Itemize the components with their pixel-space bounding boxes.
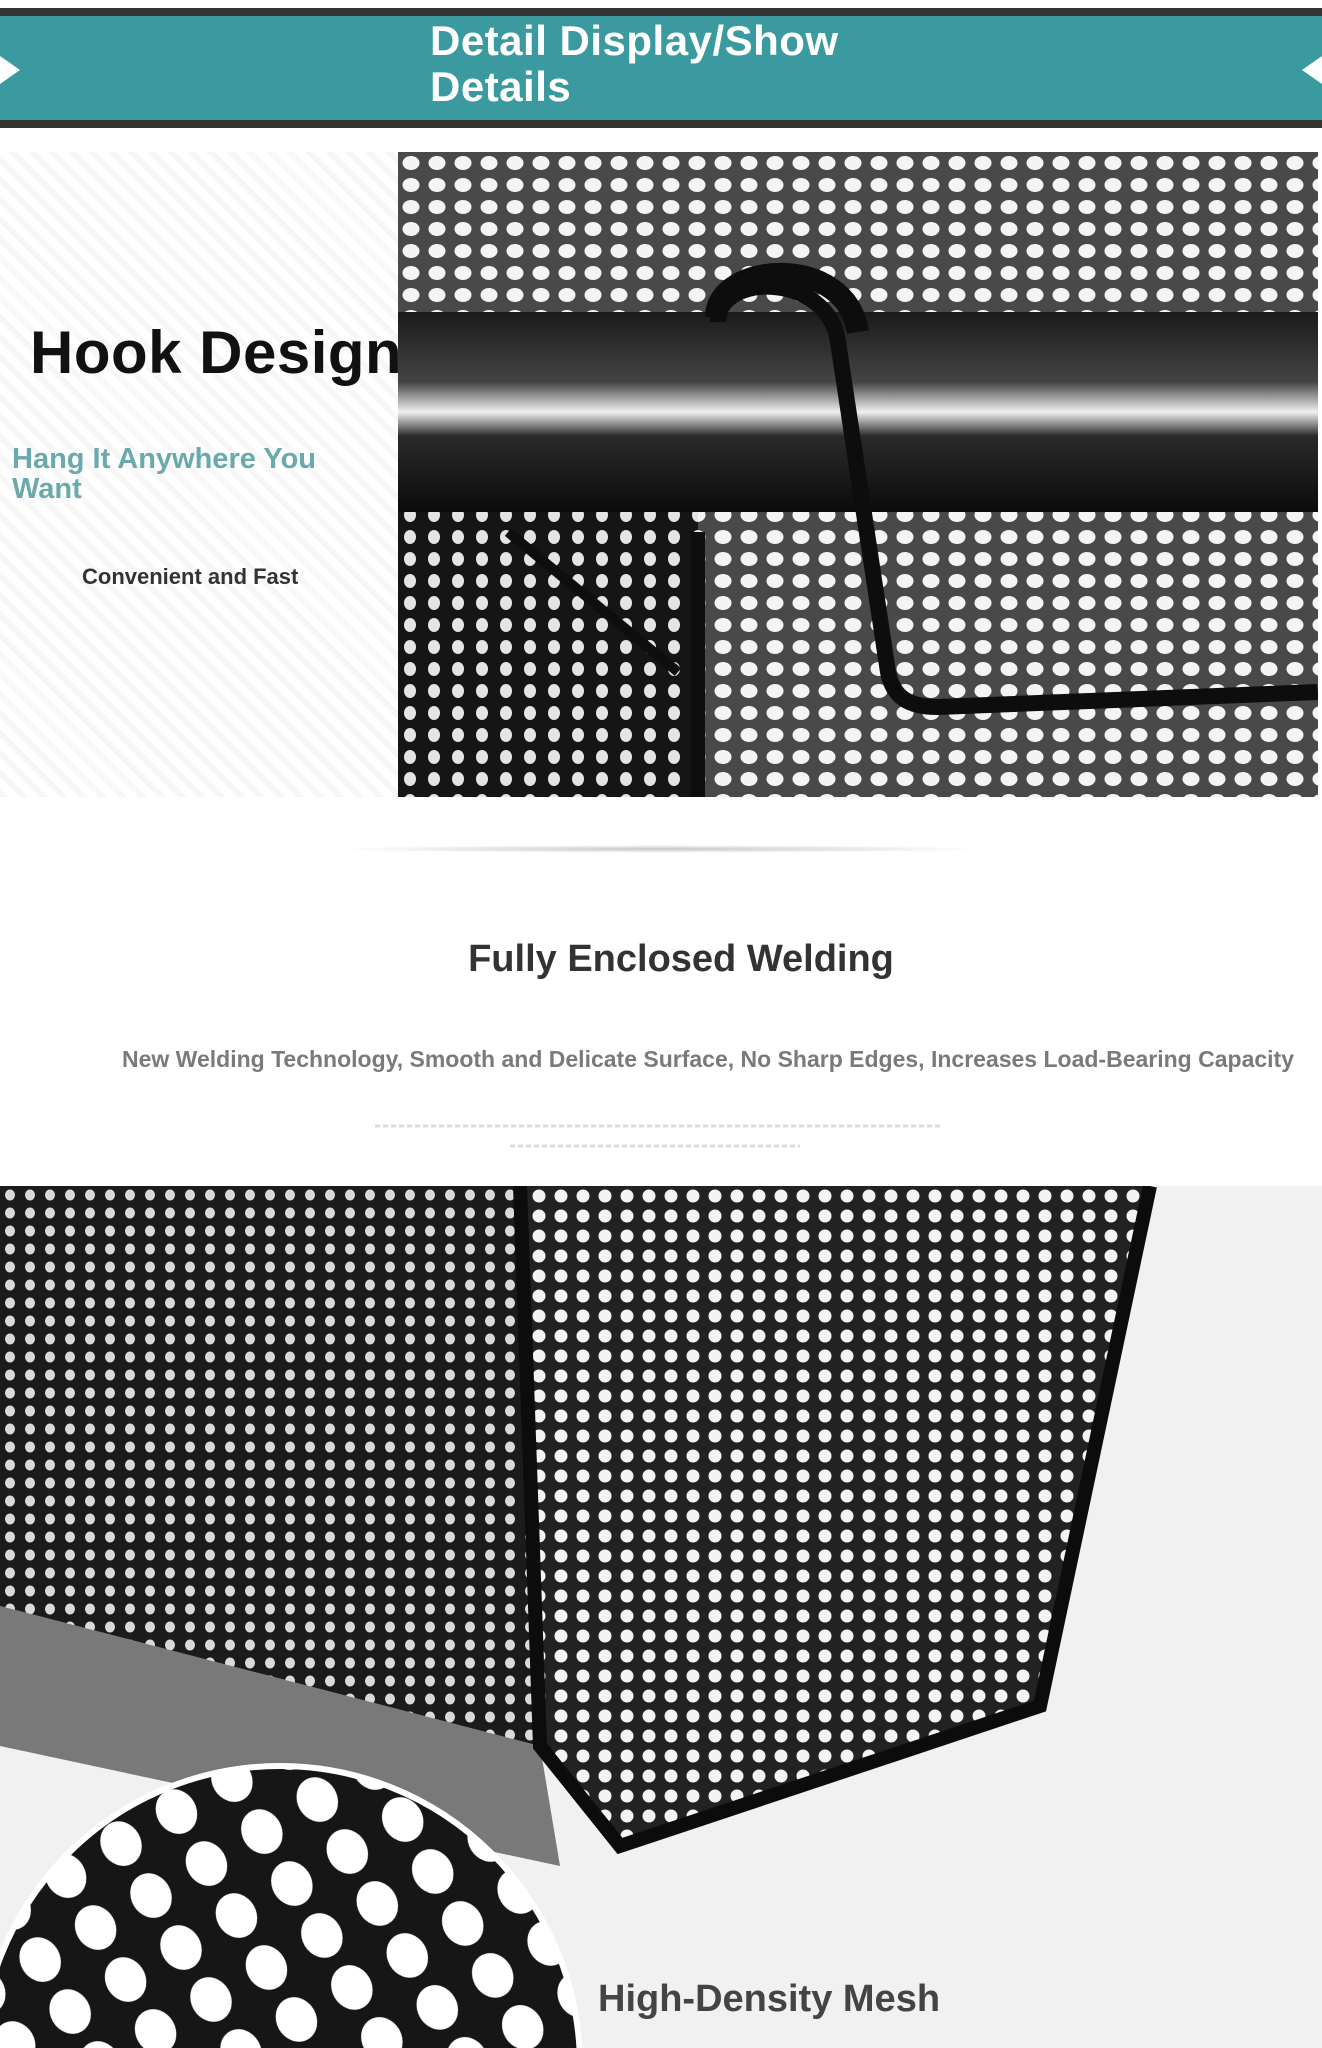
mesh-title: High-Density Mesh [598, 1978, 941, 2020]
hook-subtitle: Hang It Anywhere You Want [12, 443, 317, 505]
basket-photo-illustration [0, 1186, 1322, 2048]
banner-arrow-left-icon [0, 56, 20, 84]
banner-arrow-right-icon [1302, 56, 1322, 84]
hook-title: Hook Design [30, 319, 403, 386]
welding-fine-print-decoration [0, 1116, 1322, 1156]
section-divider [330, 845, 990, 853]
banner-bottom-border [0, 120, 1322, 128]
banner-title: Detail Display/Show Details [430, 17, 839, 110]
hook-photo [398, 152, 1318, 797]
banner-top-border [0, 8, 1322, 16]
welding-description: New Welding Technology, Smooth and Delicate Surface, No Sharp Edges, Increases Load-Bearing Capacity [122, 1046, 1294, 1072]
hook-caption: Convenient and Fast [82, 564, 299, 589]
hook-photo-illustration [398, 152, 1318, 797]
basket-photo [0, 1186, 1322, 2048]
welding-title: Fully Enclosed Welding [468, 938, 894, 980]
